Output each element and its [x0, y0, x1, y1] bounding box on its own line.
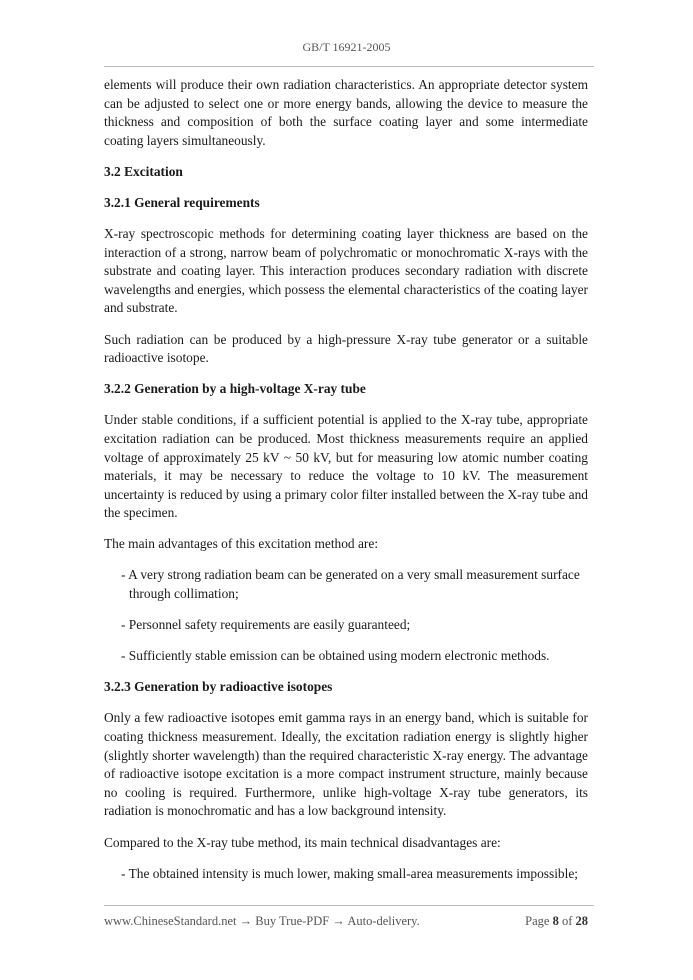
list-item-advantage-3: - Sufficiently stable emission can be obtained using modern electronic methods. [121, 648, 550, 664]
header-divider [104, 66, 594, 67]
buy-pdf-text: Buy True-PDF [255, 914, 330, 928]
arrow-right-icon: → [239, 914, 253, 928]
list-item-disadvantage-1: - The obtained intensity is much lower, making small-area measurements impossible; [121, 865, 578, 881]
list-item-advantage-1 [121, 566, 588, 603]
heading-3-2-2: 3.2.2 Generation by a high-voltage X-ray tube [104, 381, 366, 397]
heading-3-2-3: 3.2.3 Generation by radioactive isotopes [104, 679, 333, 695]
footer-promo [104, 914, 420, 929]
document-body [104, 76, 588, 896]
page-total: 28 [575, 914, 588, 928]
list-item-advantage-1-line1: - A very strong radiation beam can be generated on a very small measurement surface [121, 567, 580, 583]
paragraph-3-2-3-b: Compared to the X-ray tube method, its main technical disadvantages are: [104, 834, 501, 850]
list-item-advantage-1-line2: through collimation; [129, 586, 239, 602]
paragraph-3-2-1-a: X-ray spectroscopic methods for determining coating layer thickness are based on the interaction of a strong, narrow beam of polychromatic or monochromatic X-rays with the substrate and coating layer. This interaction produces secondary radiation with discrete wavelengths and energies, which possess the elemental characteristics of the coating layer and substrate. [104, 226, 588, 316]
site-link[interactable]: www.ChineseStandard.net [104, 914, 237, 928]
page-label: Page [525, 914, 550, 928]
running-header: GB/T 16921-2005 [302, 40, 391, 54]
auto-delivery-text: Auto-delivery. [347, 914, 420, 928]
arrow-right-icon: → [332, 914, 345, 928]
paragraph-3-2-2-b: The main advantages of this excitation method are: [104, 536, 379, 552]
page-number [525, 914, 588, 929]
page-of-label: of [561, 914, 573, 928]
list-item-advantage-2: - Personnel safety requirements are easily guaranteed; [121, 617, 411, 633]
heading-3-2: 3.2 Excitation [104, 163, 183, 179]
paragraph-intro: elements will produce their own radiation characteristics. An appropriate detector system can be adjusted to select one or more energy bands, allowing the device to measure the thickness and composition of both the surface coating layer and some intermediate coating layers simultaneously. [104, 77, 588, 148]
heading-3-2-1: 3.2.1 General requirements [104, 194, 260, 210]
paragraph-3-2-3-a: Only a few radioactive isotopes emit gamma rays in an energy band, which is suitable for coating thickness measurement. Ideally, the excitation radiation energy is slightly higher (slightly shorter wavelength) than the required characteristic X-ray energy. The advantage of radioactive isotope excitation is a more compact instrument structure, mainly because no cooling is required. Furthermore, unlike high-voltage X-ray tube generators, its radiation is monochromatic and has a low background intensity. [104, 710, 588, 819]
footer-divider [104, 905, 594, 906]
paragraph-3-2-2-a: Under stable conditions, if a sufficient potential is applied to the X-ray tube, appropriate excitation radiation can be produced. Most thickness measurements require an applied voltage of approximately 25 kV ~ 50 kV, but for measuring low atomic number coating materials, it may be necessary to reduce the voltage to 10 kV. The measurement uncertainty is reduced by using a primary color filter installed between the X-ray tube and the specimen. [104, 412, 588, 521]
page-current: 8 [552, 914, 559, 928]
paragraph-3-2-1-b: Such radiation can be produced by a high-pressure X-ray tube generator or a suitable radioactive isotope. [104, 331, 588, 366]
